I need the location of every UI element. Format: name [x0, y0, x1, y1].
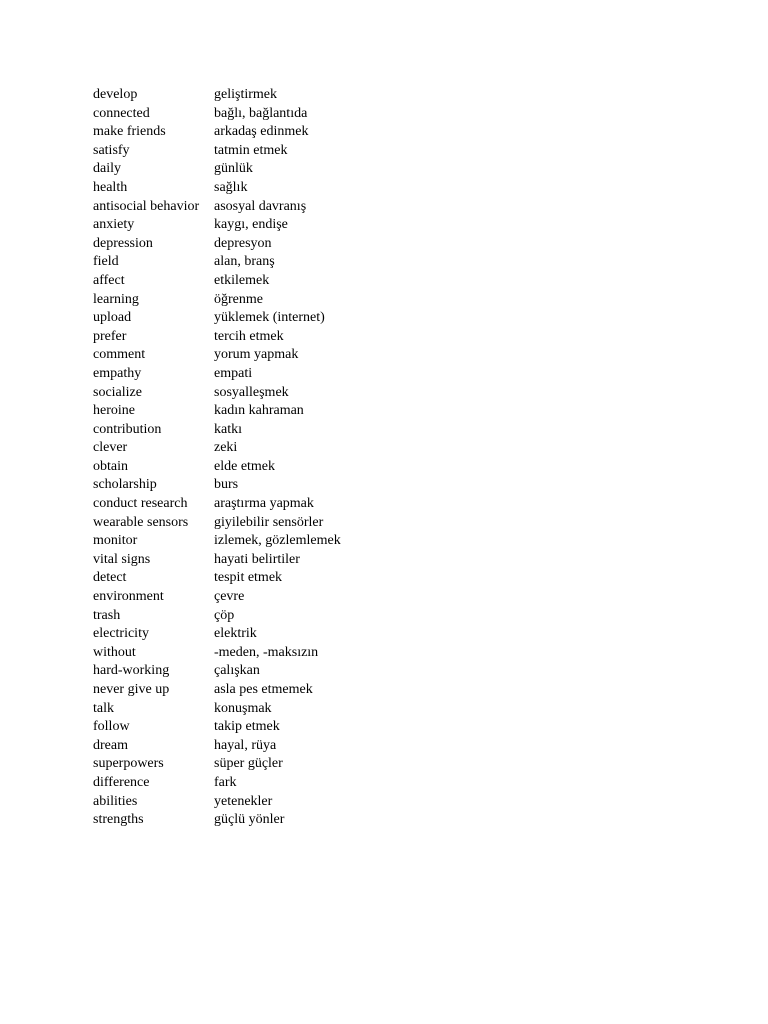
vocabulary-row: [93, 402, 341, 421]
english-term: scholarship: [93, 477, 157, 493]
english-term: comment: [93, 347, 146, 363]
english-term: make friends: [93, 124, 166, 140]
english-term: trash: [93, 607, 121, 623]
english-term: affect: [93, 272, 125, 288]
turkish-translation: sağlık: [214, 179, 248, 195]
english-term: health: [93, 179, 128, 195]
turkish-translation: elde etmek: [214, 458, 276, 474]
english-term: develop: [93, 87, 138, 102]
vocabulary-list: [93, 86, 341, 830]
turkish-translation: geliştirmek: [214, 87, 277, 102]
turkish-translation: sosyalleşmek: [214, 384, 289, 400]
turkish-translation: bağlı, bağlantıda: [214, 105, 308, 121]
turkish-translation: kaygı, endişe: [214, 217, 288, 233]
english-term: difference: [93, 774, 150, 790]
turkish-translation: etkilemek: [214, 272, 270, 288]
vocabulary-row: [93, 700, 341, 719]
vocabulary-row: [93, 625, 341, 644]
turkish-translation: kadın kahraman: [214, 403, 304, 419]
vocabulary-row: [93, 235, 341, 254]
turkish-translation: hayal, rüya: [214, 737, 277, 753]
english-term: vital signs: [93, 551, 151, 567]
turkish-translation: -meden, -maksızın: [214, 644, 319, 660]
english-term: connected: [93, 105, 150, 121]
english-term: detect: [93, 570, 127, 586]
english-term: prefer: [93, 328, 127, 344]
turkish-translation: çöp: [214, 607, 235, 623]
vocabulary-row: [93, 439, 341, 458]
english-term: strengths: [93, 812, 144, 828]
vocabulary-row: [93, 309, 341, 328]
vocabulary-row: [93, 123, 341, 142]
vocabulary-row: [93, 421, 341, 440]
turkish-translation: çalışkan: [214, 663, 260, 679]
vocabulary-row: [93, 662, 341, 681]
vocabulary-row: [93, 644, 341, 663]
english-term: superpowers: [93, 756, 164, 772]
turkish-translation: asla pes etmemek: [214, 682, 313, 697]
english-term: follow: [93, 719, 130, 735]
vocabulary-row: [93, 179, 341, 198]
turkish-translation: giyilebilir sensörler: [214, 514, 324, 530]
english-term: daily: [93, 161, 121, 177]
english-term: field: [93, 254, 119, 270]
turkish-translation: tercih etmek: [214, 328, 284, 344]
turkish-translation: araştırma yapmak: [214, 496, 314, 512]
vocabulary-row: [93, 551, 341, 570]
turkish-translation: yüklemek (internet): [214, 310, 325, 326]
turkish-translation: güçlü yönler: [214, 812, 285, 828]
english-term: never give up: [93, 682, 170, 697]
vocabulary-row: [93, 532, 341, 551]
english-term: clever: [93, 440, 128, 456]
turkish-translation: zeki: [214, 440, 238, 456]
turkish-translation: konuşmak: [214, 700, 272, 716]
vocabulary-row: [93, 811, 341, 830]
turkish-translation: tatmin etmek: [214, 142, 288, 158]
vocabulary-row: [93, 514, 341, 533]
vocabulary-row: [93, 365, 341, 384]
turkish-translation: fark: [214, 774, 237, 790]
turkish-translation: empati: [214, 365, 253, 381]
vocabulary-row: [93, 160, 341, 179]
english-term: obtain: [93, 458, 128, 474]
turkish-translation: tespit etmek: [214, 570, 283, 586]
english-term: learning: [93, 291, 139, 307]
vocabulary-row: [93, 569, 341, 588]
vocabulary-row: [93, 495, 341, 514]
english-term: without: [93, 644, 136, 660]
vocabulary-row: [93, 718, 341, 737]
vocabulary-row: [93, 793, 341, 812]
english-term: dream: [93, 737, 128, 753]
turkish-translation: takip etmek: [214, 719, 280, 735]
turkish-translation: izlemek, gözlemlemek: [214, 533, 341, 549]
english-term: abilities: [93, 793, 138, 809]
english-term: socialize: [93, 384, 142, 400]
vocabulary-row: [93, 458, 341, 477]
vocabulary-row: [93, 291, 341, 310]
english-term: depression: [93, 235, 153, 251]
vocabulary-row: [93, 607, 341, 626]
english-term: environment: [93, 589, 164, 605]
turkish-translation: alan, branş: [214, 254, 275, 270]
english-term: talk: [93, 700, 114, 716]
english-term: empathy: [93, 365, 142, 381]
turkish-translation: günlük: [214, 161, 253, 177]
english-term: antisocial behavior: [93, 198, 200, 214]
vocabulary-row: [93, 272, 341, 291]
vocabulary-row: [93, 588, 341, 607]
english-term: satisfy: [93, 142, 130, 158]
english-term: electricity: [93, 626, 149, 642]
vocabulary-row: [93, 346, 341, 365]
vocabulary-row: [93, 328, 341, 347]
turkish-translation: elektrik: [214, 626, 257, 642]
english-term: hard-working: [93, 663, 170, 679]
vocabulary-table: [93, 86, 341, 830]
vocabulary-row: [93, 86, 341, 105]
english-term: upload: [93, 310, 132, 326]
vocabulary-row: [93, 737, 341, 756]
english-term: wearable sensors: [93, 514, 189, 530]
english-term: conduct research: [93, 496, 188, 512]
turkish-translation: burs: [214, 477, 239, 493]
turkish-translation: katkı: [214, 421, 242, 437]
vocabulary-row: [93, 198, 341, 217]
vocabulary-row: [93, 142, 341, 161]
turkish-translation: arkadaş edinmek: [214, 124, 309, 140]
vocabulary-row: [93, 384, 341, 403]
vocabulary-row: [93, 216, 341, 235]
vocabulary-row: [93, 755, 341, 774]
turkish-translation: süper güçler: [214, 756, 283, 772]
english-term: contribution: [93, 421, 162, 437]
turkish-translation: çevre: [214, 589, 245, 605]
vocabulary-row: [93, 476, 341, 495]
turkish-translation: yetenekler: [214, 793, 273, 809]
turkish-translation: hayati belirtiler: [214, 551, 300, 567]
english-term: heroine: [93, 403, 135, 419]
vocabulary-row: [93, 774, 341, 793]
turkish-translation: asosyal davranış: [214, 198, 307, 214]
turkish-translation: yorum yapmak: [214, 347, 299, 363]
turkish-translation: depresyon: [214, 235, 272, 251]
english-term: anxiety: [93, 217, 135, 233]
vocabulary-row: [93, 681, 341, 700]
vocabulary-row: [93, 253, 341, 272]
english-term: monitor: [93, 533, 138, 549]
vocabulary-row: [93, 105, 341, 124]
turkish-translation: öğrenme: [214, 291, 263, 307]
